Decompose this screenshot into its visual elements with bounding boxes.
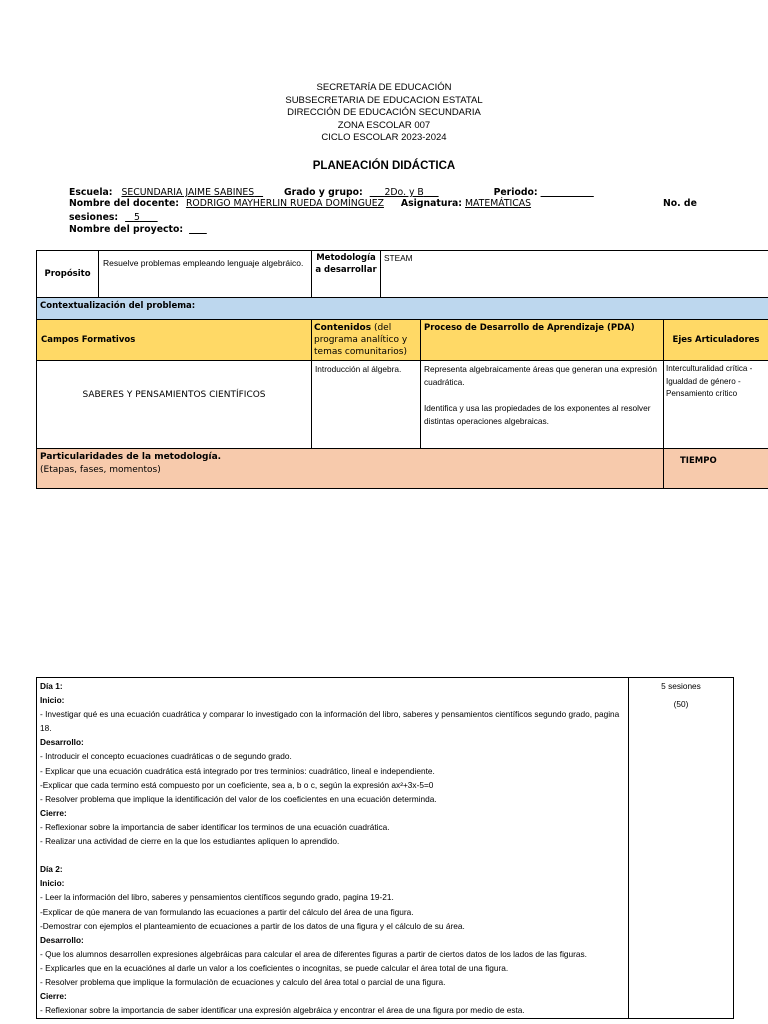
escuela-label: Escuela: <box>69 187 113 198</box>
plan-table <box>36 250 768 489</box>
pda-cell <box>421 361 664 449</box>
day-activity-line: - Explicar que una ecuación cuadrática está integrado por tres terminios: cuadrático, lineal e independiente. <box>40 765 435 776</box>
header-line-4: ZONA ESCOLAR 007 <box>337 119 431 131</box>
header-line-1: SECRETARÍA DE EDUCACIÓN <box>316 82 452 93</box>
proposito-label: Propósito <box>37 251 99 298</box>
grado-label: Grado y grupo: <box>284 187 363 198</box>
day-section-heading: Cierre: <box>40 991 67 1002</box>
tiempo-label: TIEMPO <box>664 449 768 489</box>
ejes-label: Ejes Articuladores <box>664 320 768 361</box>
info-row-sesiones <box>69 213 709 224</box>
docente-value: RODRIGO MAYHERLIN RUEDA DOMÍNGUEZ <box>185 198 384 209</box>
particularidades-label: Particularidades de la metodología. <box>40 452 222 462</box>
day-section-heading: Desarrollo: <box>40 934 84 945</box>
days-table <box>36 677 734 1019</box>
sessions-cell <box>629 678 734 1019</box>
contenidos-sub: (del programa analítico y temas comunitarios) <box>314 323 408 357</box>
header-line-2: SUBSECRETARIA DE EDUCACION ESTATAL <box>285 94 483 106</box>
day-activity-line <box>40 848 625 862</box>
info-row-docente <box>69 199 709 210</box>
header-line-5: CICLO ESCOLAR 2023-2024 <box>321 132 447 144</box>
escuela-value: SECUNDARIA JAIME SABINES <box>121 187 255 198</box>
sessions-count: 5 sesiones <box>661 681 701 691</box>
day-activity-line: - Realizar una actividad de cierre en la que los estudiantes apliquen lo aprendido. <box>40 836 340 847</box>
document-title: PLANEACIÓN DIDÁCTICA <box>312 160 456 172</box>
campos-label: Campos Formativos <box>37 320 312 361</box>
proposito-text: Resuelve problemas empleando lenguaje algebráico. <box>99 251 312 298</box>
day-activity-line: -Demostrar con ejemplos el planteamiento de ecuaciones a partir de los datos de una figura y el cálculo de su área. <box>40 920 465 931</box>
document-header <box>0 82 768 145</box>
day-activity-line: - Reflexionar sobre la importancia de saber identificar los terminos de una ecuación cuadrática. <box>40 821 390 832</box>
metodologia-label: Metodología a desarrollar <box>312 251 381 298</box>
day-activity-line: - Resolver problema que implique la identificación del valor de los coeficientes en una ecuación determinda. <box>40 793 437 804</box>
info-row-escuela <box>69 188 709 199</box>
day-activity-line: -Explicar que cada termino está compuesto por un coeficiente, sea a, b o c, según la expresión ax²+3x-5=0 <box>40 779 434 790</box>
sesiones-label: No. de <box>663 198 697 209</box>
day-activity-line: - Introducir el concepto ecuaciones cuadráticas o de segundo grado. <box>40 751 292 762</box>
day-activity-line: - Leer la información del libro, saberes y pensamientos científicos segundo grado, pagina 19-21. <box>40 892 394 903</box>
contenidos-label: Contenidos <box>314 323 372 333</box>
metodologia-value: STEAM <box>381 251 768 298</box>
particularidades-cell <box>37 449 664 489</box>
contenidos-cell <box>312 320 421 361</box>
docente-label: Nombre del docente: <box>69 198 179 209</box>
sessions-minutes: (50) <box>673 699 689 710</box>
day-activity-line: - Explicarles que en la ecuaciónes al darle un valor a los coeficientes o incognitas, se puede calcular el área total de una figura. <box>40 962 509 973</box>
ejes-value: Interculturalidad crítica - Igualdad de género - Pensamiento crítico <box>664 361 768 449</box>
pda-value-1: Representa algebraicamente áreas que generan una expresión cuadrática. <box>424 364 657 387</box>
day-lines <box>40 679 625 1017</box>
day-section-heading: Día 1: <box>40 681 63 691</box>
proyecto-label: Nombre del proyecto: <box>69 224 184 235</box>
contenido-value: Introducción al álgebra. <box>312 361 421 449</box>
day-activity-line: - Que los alumnos desarrollen expresiones algebráicas para calcular el area de diferentes figuras a partir de ciertos datos de los lados de las figuras. <box>40 948 587 959</box>
day-activity-line: - Reflexionar sobre la importancia de saber identificar una expresión algebráica y encontrar el área de una figura por medio de esta. <box>40 1005 525 1016</box>
header-line-3: DIRECCIÓN DE EDUCACIÓN SECUNDARIA <box>287 107 481 119</box>
periodo-label: Periodo: <box>493 187 538 198</box>
day-section-heading: Inicio: <box>40 695 65 706</box>
day-activity-line: - Investigar qué es una ecuación cuadrática y comparar lo investigado con la información del libro, saberes y pensamientos científicos segundo grado, pagina 18. <box>40 709 620 734</box>
info-row-proyecto <box>69 225 709 236</box>
days-content <box>37 678 629 1019</box>
sesiones-value: 5 <box>133 212 140 223</box>
day-section-heading: Desarrollo: <box>40 737 84 748</box>
day-activity-line: - Resolver problema que implique la formulaciòn de ecuaciones y calculo del área total o parcial de una figura. <box>40 976 446 987</box>
grado-value: 2Do. y B <box>384 187 424 198</box>
day-section-heading: Inicio: <box>40 878 65 889</box>
sesiones-label-2: sesiones: <box>69 212 119 223</box>
day-section-heading: Día 2: <box>40 864 63 875</box>
campo-value: SABERES Y PENSAMIENTOS CIENTÍFICOS <box>37 361 312 449</box>
pda-label: Proceso de Desarrollo de Aprendizaje (PDA) <box>421 320 664 361</box>
contexto-label: Contextualización del problema: <box>37 298 768 320</box>
particularidades-sub: (Etapas, fases, momentos) <box>40 464 161 475</box>
asignatura-label: Asignatura: <box>400 198 463 209</box>
pda-value-2: Identifica y usa las propiedades de los exponentes al resolver distintas operaciones algebraicas. <box>424 403 651 426</box>
day-section-heading: Cierre: <box>40 807 67 818</box>
day-activity-line: -Explicar de qúe manera de van formulando las ecuaciones a partir del cálculo del área de una figura. <box>40 906 414 917</box>
asignatura-value: MATEMÁTICAS <box>465 198 532 209</box>
